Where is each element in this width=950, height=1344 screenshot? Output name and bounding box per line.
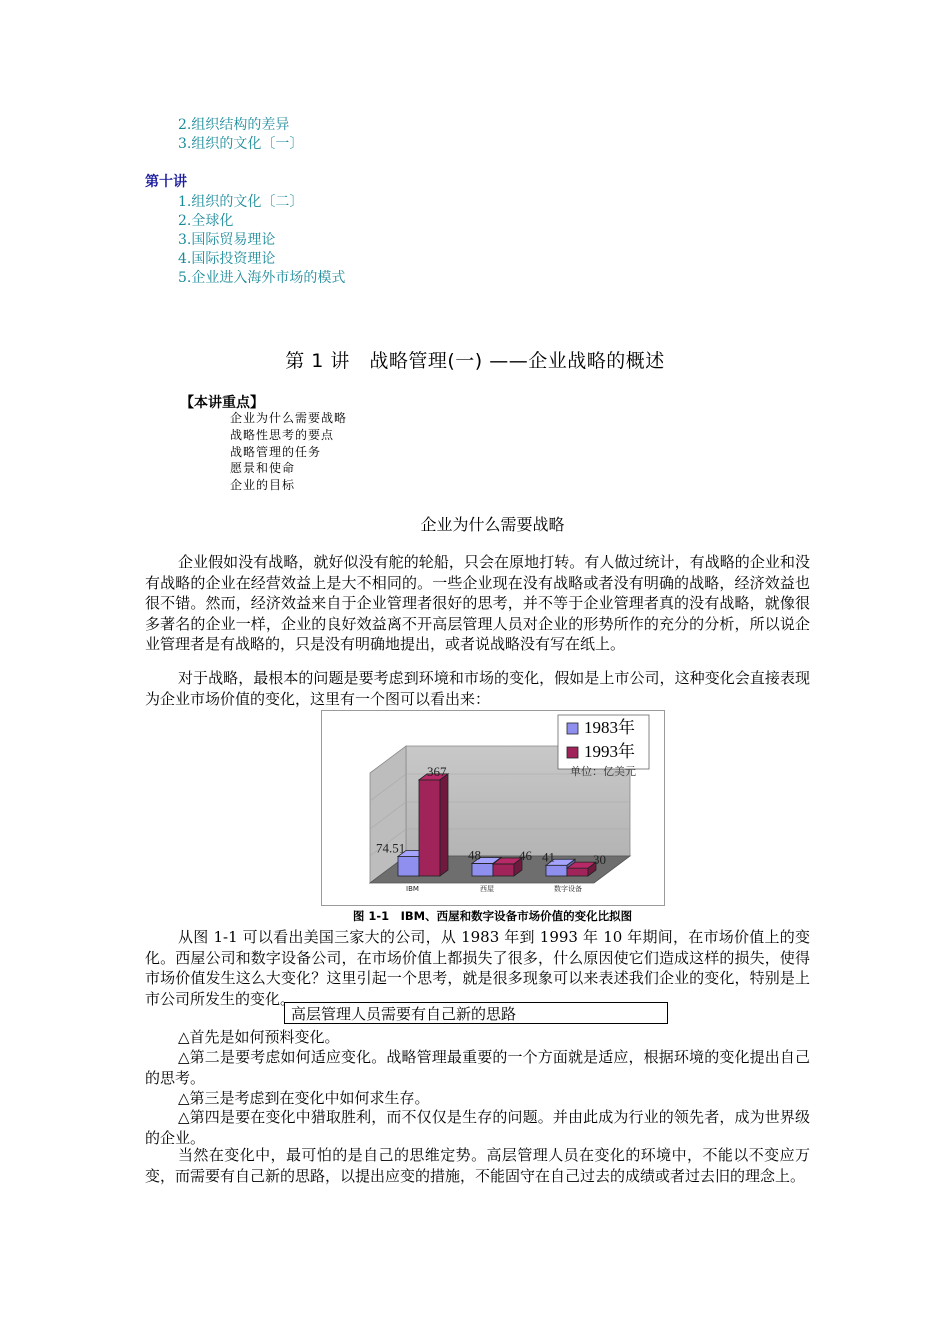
bullet-point: △第三是考虑到在变化中如何求生存。	[178, 1089, 430, 1107]
focus-heading: 【本讲重点】	[180, 395, 264, 411]
bar-西屋-1993年	[493, 858, 522, 876]
toc-item[interactable]: 3.组织的文化〔一〕	[178, 136, 304, 152]
category-label: IBM	[406, 885, 419, 893]
bar-front	[493, 864, 514, 876]
legend-swatch-1993	[567, 747, 578, 758]
bar-value-label: 367	[427, 763, 447, 779]
category-label: 数字设备	[554, 885, 582, 893]
bullet-point: △第二是要考虑如何适应变化。战略管理最重要的一个方面就是适应，根据环境的变化提出自己的思考。	[145, 1048, 810, 1087]
focus-item: 愿景和使命	[230, 461, 296, 475]
paragraph: 对于战略，最根本的问题是要考虑到环境和市场的变化，假如是上市公司，这种变化会直接表现为企业市场价值的变化，这里有一个图可以看出来：	[145, 669, 810, 708]
toc-item[interactable]: 1.组织的文化〔二〕	[178, 194, 304, 210]
chart-svg	[322, 711, 664, 905]
section-title: 企业为什么需要战略	[420, 515, 565, 534]
paragraph: 从图 1-1 可以看出美国三家大的公司，从 1983 年到 1993 年 10 年期间，在市场价值上的变化。西屋公司和数字设备公司，在市场价值上都损失了很多，什么原因使它们造成这样的损失，使得市场价值发生这么大变化？这里引起一个思考，就是很多现象可以来表述我们企业的变化，特别是上市公司所发生的变化。	[145, 928, 810, 1008]
bar-value-label: 41	[542, 849, 555, 865]
bar-value-label: 48	[468, 847, 481, 863]
toc-lecture-heading[interactable]: 第十讲	[145, 174, 187, 190]
paragraph: 当然在变化中，最可怕的是自己的思维定势。高层管理人员在变化的环境中，不能以不变应万变，而需要有自己新的思路，以提出应变的措施，不能固守在自己过去的成绩或者过去旧的理念上。	[145, 1146, 810, 1185]
bar-front	[419, 780, 440, 876]
bar-value-label: 74.51	[376, 840, 406, 856]
highlight-box: 高层管理人员需要有自己新的思路	[284, 1002, 668, 1024]
toc-item[interactable]: 2.全球化	[178, 213, 234, 229]
bar-value-label: 30	[593, 852, 606, 868]
bar-front	[398, 856, 419, 876]
bullet-point: △第四是要在变化中猎取胜利，而不仅仅是生存的问题。并由此成为行业的领先者，成为世界级的企业。	[145, 1108, 810, 1147]
legend-label-1983: 1983年	[584, 718, 635, 737]
lecture-title: 第 1 讲 战略管理(一) ——企业战略的概述	[285, 350, 665, 372]
bar-value-label: 46	[519, 847, 532, 863]
focus-item: 战略性思考的要点	[230, 428, 335, 442]
bar-side	[440, 774, 448, 876]
chart-category-labels	[406, 884, 582, 893]
chart-legend	[558, 715, 649, 769]
focus-item: 战略管理的任务	[230, 445, 322, 459]
bar-front	[567, 868, 588, 876]
toc-item[interactable]: 5.企业进入海外市场的模式	[178, 270, 346, 286]
toc-item[interactable]: 2.组织结构的差异	[178, 117, 290, 133]
bar-front	[472, 863, 493, 876]
bar-IBM-1993年	[419, 774, 448, 876]
legend-swatch-1983	[567, 723, 578, 734]
focus-item: 企业的目标	[230, 478, 296, 492]
category-label: 西屋	[480, 885, 494, 893]
bar-front	[546, 865, 567, 876]
figure-caption: 图 1-1 IBM、西屋和数字设备市场价值的变化比拟图	[352, 909, 633, 923]
paragraph: 企业假如没有战略，就好似没有舵的轮船，只会在原地打转。有人做过统计，有战略的企业和没有战略的企业在经营效益上是大不相同的。一些企业现在没有战略或者没有明确的战略，经济效益也很不错。然而，经济效益来自于企业管理者很好的思考，并不等于企业管理者真的没有战略，就像很多著名的企业一样，企业的良好效益离不开高层管理人员对企业的形势所作的充分的分析，所以说企业管理者是有战略的，只是没有明确地提出，或者说战略没有写在纸上。	[145, 553, 810, 653]
toc-item[interactable]: 3.国际贸易理论	[178, 232, 276, 248]
legend-label-1993: 1993年	[584, 742, 635, 761]
focus-item: 企业为什么需要战略	[230, 411, 348, 425]
chart-unit-note: 单位：亿美元	[570, 765, 636, 778]
bullet-point: △首先是如何预料变化。	[178, 1028, 340, 1046]
toc-item[interactable]: 4.国际投资理论	[178, 251, 276, 267]
market-value-chart	[321, 710, 665, 906]
